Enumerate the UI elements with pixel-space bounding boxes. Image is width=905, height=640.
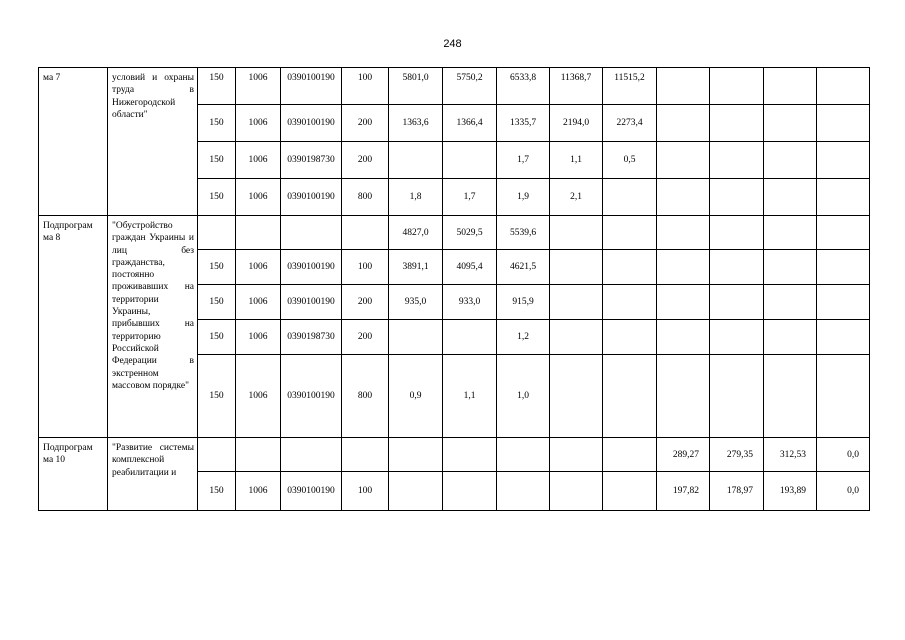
value-col-5-cell [603, 179, 657, 216]
value-col-9-cell [817, 142, 870, 179]
value-col-3-cell: 1,7 [497, 142, 550, 179]
value-col-4-cell [550, 472, 603, 511]
page-number: 248 [443, 38, 462, 50]
value-col-9-cell [817, 320, 870, 355]
value-col-2-cell: 5029,5 [443, 216, 497, 250]
value-col-3-cell: 1335,7 [497, 105, 550, 142]
target-article-cell: 0390100190 [281, 68, 342, 105]
value-col-1-cell [389, 472, 443, 511]
grbs-cell: 150 [198, 68, 236, 105]
table-row [39, 216, 870, 250]
value-col-1-cell: 3891,1 [389, 250, 443, 285]
program-description-cell: "Развитие системы комплексной реабилитации и [108, 438, 198, 511]
value-col-3-cell: 1,9 [497, 179, 550, 216]
value-col-2-cell: 4095,4 [443, 250, 497, 285]
grbs-cell: 150 [198, 105, 236, 142]
value-col-2-cell: 1,1 [443, 355, 497, 438]
value-col-6-cell [657, 355, 710, 438]
value-col-6-cell [657, 216, 710, 250]
section-cell: 1006 [236, 285, 281, 320]
value-col-5-cell: 0,5 [603, 142, 657, 179]
grbs-cell: 150 [198, 142, 236, 179]
value-col-4-cell: 2,1 [550, 179, 603, 216]
value-col-7-cell [710, 355, 764, 438]
value-col-4-cell [550, 216, 603, 250]
value-col-1-cell: 935,0 [389, 285, 443, 320]
value-col-3-cell: 4621,5 [497, 250, 550, 285]
value-col-4-cell [550, 250, 603, 285]
value-col-3-cell: 5539,6 [497, 216, 550, 250]
expense-type-cell: 200 [342, 320, 389, 355]
value-col-9-cell [817, 216, 870, 250]
expense-type-cell: 100 [342, 250, 389, 285]
section-cell [236, 216, 281, 250]
program-description-cell: "Обустройство граждан Украины и лиц без гражданства, постоянно проживавших на территории Украины, прибывших на территорию Российской Федерации в экстренном массовом порядке" [108, 216, 198, 438]
value-col-7-cell [710, 320, 764, 355]
value-col-9-cell [817, 68, 870, 105]
target-article-cell: 0390100190 [281, 285, 342, 320]
section-cell: 1006 [236, 472, 281, 511]
grbs-cell [198, 216, 236, 250]
value-col-5-cell: 2273,4 [603, 105, 657, 142]
target-article-cell: 0390198730 [281, 142, 342, 179]
value-col-4-cell [550, 355, 603, 438]
table-row [39, 68, 870, 105]
value-col-1-cell [389, 142, 443, 179]
value-col-6-cell [657, 250, 710, 285]
program-name-cell: Подпрограм ма 8 [39, 216, 108, 438]
value-col-5-cell [603, 355, 657, 438]
target-article-cell: 0390198730 [281, 320, 342, 355]
value-col-4-cell: 11368,7 [550, 68, 603, 105]
grbs-cell: 150 [198, 179, 236, 216]
value-col-1-cell: 1363,6 [389, 105, 443, 142]
value-col-8-cell [764, 142, 817, 179]
expense-type-cell: 100 [342, 472, 389, 511]
target-article-cell: 0390100190 [281, 355, 342, 438]
grbs-cell: 150 [198, 355, 236, 438]
expense-type-cell: 200 [342, 105, 389, 142]
value-col-8-cell [764, 105, 817, 142]
value-col-7-cell: 178,97 [710, 472, 764, 511]
value-col-8-cell [764, 320, 817, 355]
value-col-5-cell: 11515,2 [603, 68, 657, 105]
section-cell: 1006 [236, 105, 281, 142]
value-col-6-cell: 197,82 [657, 472, 710, 511]
value-col-2-cell [443, 320, 497, 355]
value-col-9-cell [817, 285, 870, 320]
value-col-5-cell [603, 438, 657, 472]
expense-type-cell [342, 438, 389, 472]
value-col-8-cell [764, 250, 817, 285]
program-name-cell: Подпрограм ма 10 [39, 438, 108, 511]
value-col-7-cell [710, 142, 764, 179]
section-cell: 1006 [236, 142, 281, 179]
expense-type-cell: 200 [342, 285, 389, 320]
target-article-cell [281, 438, 342, 472]
value-col-7-cell [710, 216, 764, 250]
target-article-cell: 0390100190 [281, 105, 342, 142]
section-cell: 1006 [236, 179, 281, 216]
value-col-2-cell: 1,7 [443, 179, 497, 216]
expense-type-cell: 200 [342, 142, 389, 179]
section-cell: 1006 [236, 250, 281, 285]
value-col-6-cell: 289,27 [657, 438, 710, 472]
value-col-5-cell [603, 216, 657, 250]
target-article-cell [281, 216, 342, 250]
value-col-1-cell: 5801,0 [389, 68, 443, 105]
expense-type-cell: 800 [342, 179, 389, 216]
value-col-4-cell: 2194,0 [550, 105, 603, 142]
value-col-9-cell [817, 250, 870, 285]
value-col-7-cell [710, 68, 764, 105]
value-col-3-cell: 1,0 [497, 355, 550, 438]
value-col-8-cell [764, 179, 817, 216]
grbs-cell: 150 [198, 320, 236, 355]
value-col-7-cell [710, 250, 764, 285]
section-cell: 1006 [236, 355, 281, 438]
value-col-1-cell [389, 320, 443, 355]
value-col-1-cell: 1,8 [389, 179, 443, 216]
value-col-4-cell: 1,1 [550, 142, 603, 179]
value-col-8-cell [764, 216, 817, 250]
value-col-8-cell: 193,89 [764, 472, 817, 511]
value-col-7-cell [710, 105, 764, 142]
value-col-4-cell [550, 438, 603, 472]
value-col-6-cell [657, 179, 710, 216]
value-col-2-cell: 5750,2 [443, 68, 497, 105]
value-col-7-cell [710, 179, 764, 216]
value-col-2-cell: 1366,4 [443, 105, 497, 142]
value-col-6-cell [657, 285, 710, 320]
value-col-8-cell: 312,53 [764, 438, 817, 472]
grbs-cell: 150 [198, 250, 236, 285]
value-col-4-cell [550, 285, 603, 320]
grbs-cell [198, 438, 236, 472]
program-description-cell: условий и охраны труда в Нижегородской области" [108, 68, 198, 216]
target-article-cell: 0390100190 [281, 250, 342, 285]
value-col-6-cell [657, 320, 710, 355]
value-col-2-cell [443, 438, 497, 472]
value-col-5-cell [603, 472, 657, 511]
expense-type-cell [342, 216, 389, 250]
value-col-1-cell: 0,9 [389, 355, 443, 438]
value-col-9-cell [817, 105, 870, 142]
value-col-8-cell [764, 68, 817, 105]
value-col-3-cell: 915,9 [497, 285, 550, 320]
value-col-5-cell [603, 320, 657, 355]
value-col-7-cell: 279,35 [710, 438, 764, 472]
budget-table [38, 67, 870, 511]
value-col-8-cell [764, 355, 817, 438]
value-col-9-cell [817, 355, 870, 438]
value-col-2-cell [443, 472, 497, 511]
value-col-8-cell [764, 285, 817, 320]
table-row [39, 438, 870, 472]
value-col-6-cell [657, 105, 710, 142]
value-col-6-cell [657, 68, 710, 105]
program-name-cell: ма 7 [39, 68, 108, 216]
value-col-7-cell [710, 285, 764, 320]
section-cell: 1006 [236, 68, 281, 105]
target-article-cell: 0390100190 [281, 179, 342, 216]
value-col-1-cell: 4827,0 [389, 216, 443, 250]
expense-type-cell: 800 [342, 355, 389, 438]
grbs-cell: 150 [198, 285, 236, 320]
section-cell [236, 438, 281, 472]
value-col-2-cell [443, 142, 497, 179]
value-col-2-cell: 933,0 [443, 285, 497, 320]
target-article-cell: 0390100190 [281, 472, 342, 511]
value-col-5-cell [603, 250, 657, 285]
value-col-3-cell: 1,2 [497, 320, 550, 355]
value-col-3-cell [497, 472, 550, 511]
value-col-5-cell [603, 285, 657, 320]
value-col-6-cell [657, 142, 710, 179]
expense-type-cell: 100 [342, 68, 389, 105]
value-col-3-cell: 6533,8 [497, 68, 550, 105]
value-col-3-cell [497, 438, 550, 472]
section-cell: 1006 [236, 320, 281, 355]
value-col-1-cell [389, 438, 443, 472]
grbs-cell: 150 [198, 472, 236, 511]
value-col-4-cell [550, 320, 603, 355]
value-col-9-cell: 0,0 [817, 438, 870, 472]
value-col-9-cell [817, 179, 870, 216]
value-col-9-cell: 0,0 [817, 472, 870, 511]
